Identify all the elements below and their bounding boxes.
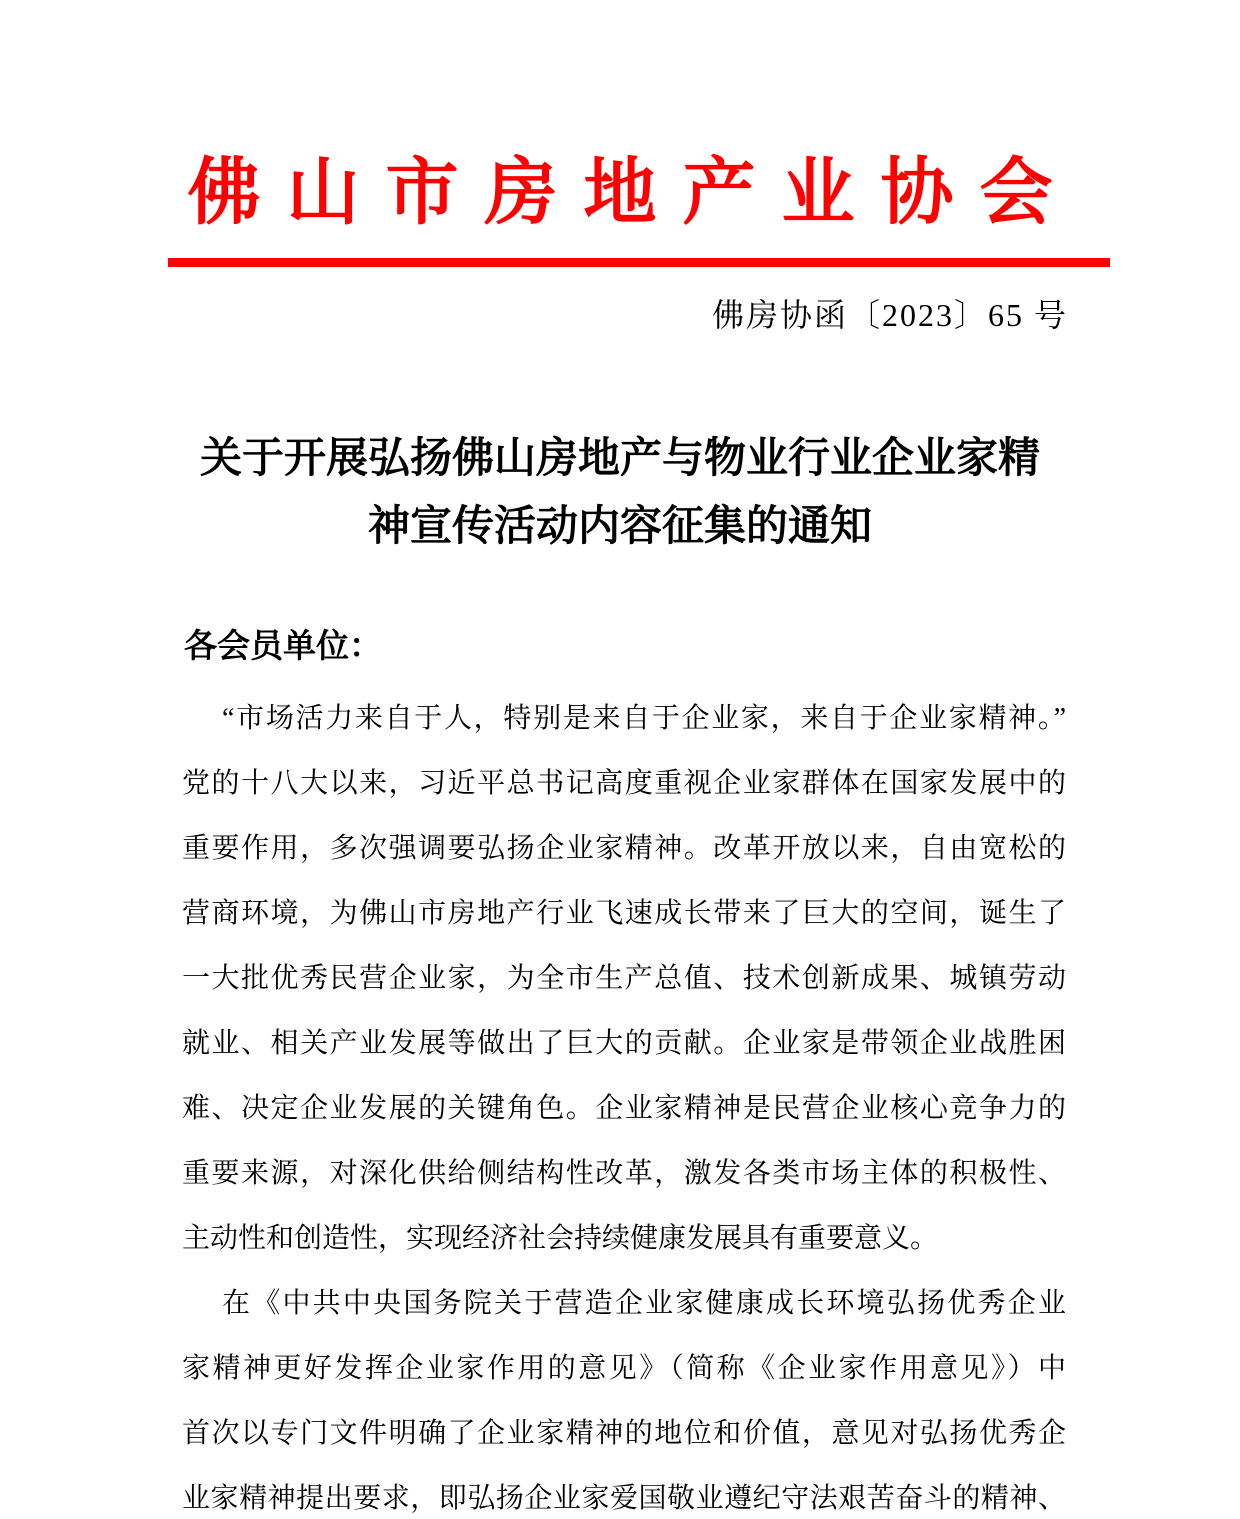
body-line: 党的十八大以来，习近平总书记高度重视企业家群体在国家发展中的: [182, 768, 1066, 799]
document-title-line: 神宣传活动内容征集的通知: [367, 502, 872, 549]
body-line: 在《中共中央国务院关于营造企业家健康成长环境弘扬优秀企业: [222, 1288, 1066, 1319]
document-title-line: 关于开展弘扬佛山房地产与物业行业企业家精: [199, 434, 1040, 481]
letterhead-org-name: 佛山市房地产业协会: [187, 152, 1079, 233]
body-paragraphs: [182, 686, 1066, 1519]
body-line: 就业、相关产业发展等做出了巨大的贡献。企业家是带领企业战胜困: [182, 1028, 1066, 1059]
body-line: 家精神更好发挥企业家作用的意见》（简称《企业家作用意见》）中: [182, 1353, 1066, 1384]
body-line: 业家精神提出要求，即弘扬企业家爱国敬业遵纪守法艰苦奋斗的精神、: [182, 1483, 1066, 1514]
document-title: [0, 424, 1240, 560]
body-line: 一大批优秀民营企业家，为全市生产总值、技术创新成果、城镇劳动: [182, 963, 1066, 994]
body-line: 主动性和创造性，实现经济社会持续健康发展具有重要意义。: [182, 1223, 939, 1254]
document-reference-number: 佛房协函〔2023〕65 号: [711, 297, 1068, 333]
letterhead-divider-rule: [168, 258, 1110, 267]
salutation: 各会员单位：: [184, 629, 382, 665]
body-line: 营商环境，为佛山市房地产行业飞速成长带来了巨大的空间，诞生了: [182, 898, 1066, 929]
body-line: “市场活力来自于人，特别是来自于企业家，来自于企业家精神。”: [222, 703, 1066, 734]
body-line: 重要作用，多次强调要弘扬企业家精神。改革开放以来，自由宽松的: [182, 833, 1066, 864]
body-line: 重要来源，对深化供给侧结构性改革，激发各类市场主体的积极性、: [182, 1158, 1066, 1189]
body-line: 难、决定企业发展的关键角色。企业家精神是民营企业核心竞争力的: [182, 1093, 1066, 1124]
body-line: 首次以专门文件明确了企业家精神的地位和价值，意见对弘扬优秀企: [182, 1418, 1066, 1449]
